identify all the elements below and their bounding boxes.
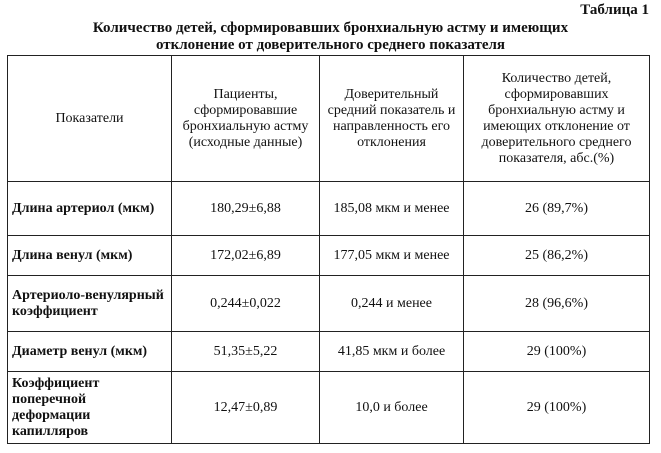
row-children-count: 28 (96,6%): [464, 276, 650, 332]
header-patients: Пациенты, сформировавшие бронхиальную астму (исходные данные): [172, 56, 320, 182]
table-row: [8, 372, 650, 444]
header-confidence-mean: Доверительный средний показатель и направленность его отклонения: [320, 56, 464, 182]
row-confidence-value: 41,85 мкм и более: [320, 332, 464, 372]
table-caption: [0, 20, 661, 54]
caption-line-2: отклонение от доверительного среднего показателя: [155, 37, 506, 53]
row-patients-value: 180,29±6,88: [172, 182, 320, 236]
row-patients-value: 51,35±5,22: [172, 332, 320, 372]
table-row: [8, 182, 650, 236]
row-indicator-name: Коэффициент поперечной деформации капилляров: [8, 372, 172, 444]
row-confidence-value: 0,244 и менее: [320, 276, 464, 332]
row-confidence-value: 10,0 и более: [320, 372, 464, 444]
row-patients-value: 0,244±0,022: [172, 276, 320, 332]
caption-line-1: Количество детей, сформировавших бронхиальную астму и имеющих: [92, 20, 569, 36]
row-confidence-value: 185,08 мкм и менее: [320, 182, 464, 236]
row-patients-value: 12,47±0,89: [172, 372, 320, 444]
row-indicator-name: Длина венул (мкм): [8, 236, 172, 276]
row-children-count: 26 (89,7%): [464, 182, 650, 236]
row-children-count: 29 (100%): [464, 372, 650, 444]
row-indicator-name: Диаметр венул (мкм): [8, 332, 172, 372]
row-children-count: 29 (100%): [464, 332, 650, 372]
header-children-count: Количество детей, сформировавших бронхиальную астму и имеющих отклонение от доверительного среднего показателя, абс.(%): [464, 56, 650, 182]
table-row: [8, 332, 650, 372]
row-indicator-name: Артериоло-венулярный коэффициент: [8, 276, 172, 332]
row-children-count: 25 (86,2%): [464, 236, 650, 276]
table-header-row: [8, 56, 650, 182]
row-patients-value: 172,02±6,89: [172, 236, 320, 276]
header-indicators: Показатели: [8, 56, 172, 182]
table-number-label: Таблица 1: [580, 2, 649, 18]
row-indicator-name: Длина артериол (мкм): [8, 182, 172, 236]
table-row: [8, 236, 650, 276]
row-confidence-value: 177,05 мкм и менее: [320, 236, 464, 276]
table-row: [8, 276, 650, 332]
data-table: [7, 55, 650, 444]
